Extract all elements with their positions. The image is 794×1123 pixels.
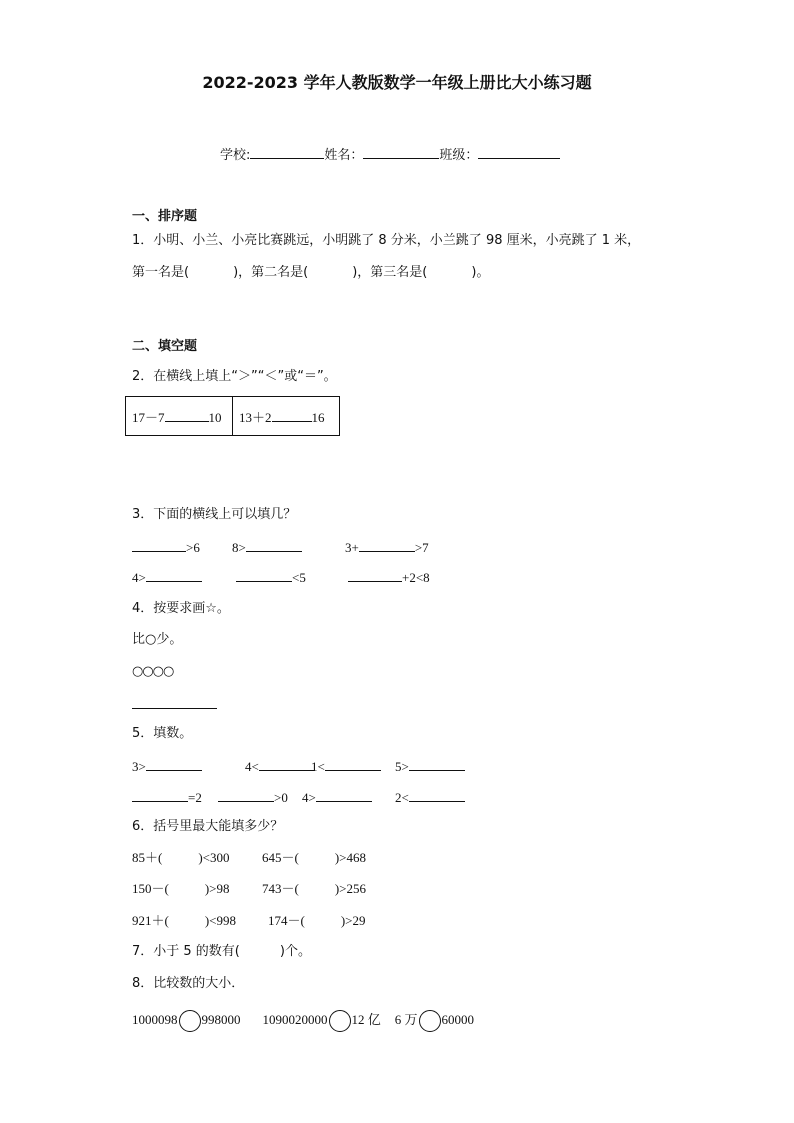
q3-text: 3+ [345, 540, 359, 555]
q6-item [262, 880, 366, 898]
q8-value: 998000 [201, 1012, 241, 1027]
cell-value: 16 [311, 409, 325, 425]
q6-item [262, 849, 366, 867]
q6-item [268, 912, 366, 930]
q5-text: 2< [395, 790, 409, 805]
q8-value: 12 亿 [351, 1012, 381, 1027]
answer-blank[interactable] [132, 788, 188, 802]
cell-value: 10 [208, 409, 222, 425]
q5-item [395, 757, 465, 776]
q3-item [232, 538, 302, 557]
q5-item [395, 788, 465, 807]
answer-blank[interactable] [236, 568, 292, 582]
q3-item [348, 568, 430, 587]
question-3-prompt: 3．下面的横线上可以填几？ [132, 507, 297, 522]
answer-blank[interactable] [132, 538, 186, 552]
q1-end-label: )。 [471, 265, 490, 280]
answer-blank[interactable] [359, 538, 415, 552]
q6-text: 743－( [262, 881, 299, 896]
circles-row: ○○○○ [132, 664, 174, 679]
school-blank[interactable] [250, 145, 324, 159]
answer-blank[interactable] [259, 757, 315, 771]
question-6-prompt: 6．括号里最大能填多少？ [132, 819, 284, 834]
q5-text: 4< [245, 759, 259, 774]
page-title: 2022-2023 学年人教版数学一年级上册比大小练习题 [202, 73, 592, 92]
q6-text: )>29 [340, 913, 366, 928]
school-label: 学校: [220, 148, 251, 163]
compare-circle[interactable] [329, 1010, 351, 1032]
q6-text: )>256 [334, 881, 367, 896]
answer-blank[interactable] [348, 568, 402, 582]
q3-item [132, 568, 202, 587]
q6-text: )<300 [198, 850, 230, 865]
q3-text: +2<8 [402, 570, 430, 585]
answer-blank[interactable] [218, 788, 274, 802]
question-7 [132, 943, 311, 961]
comparison-cell [233, 397, 340, 436]
q8-value: 1090020000 [262, 1012, 328, 1027]
comparison-table [125, 396, 340, 436]
question-8-prompt: 8．比较数的大小． [132, 976, 245, 991]
student-info-line [220, 145, 560, 165]
q8-comparisons [132, 1010, 474, 1032]
section-1-heading: 一、排序题 [132, 209, 198, 224]
q5-text: =2 [188, 790, 202, 805]
question-1-line-1: 1．小明、小兰、小亮比赛跳远，小明跳了 8 分米，小兰跳了 98 厘米，小亮跳了 1 米， [132, 233, 641, 248]
drawing-answer-line[interactable] [132, 708, 217, 709]
q3-text: 8> [232, 540, 246, 555]
q3-text: >7 [414, 540, 429, 555]
q3-item [345, 538, 429, 557]
q8-value: 60000 [441, 1012, 475, 1027]
q6-text: )<998 [204, 913, 237, 928]
cell-expression: 13＋2 [239, 409, 272, 425]
compare-circle[interactable] [419, 1010, 441, 1032]
answer-blank[interactable] [165, 408, 209, 422]
class-blank[interactable] [478, 145, 560, 159]
q5-text: 3> [132, 759, 146, 774]
q1-third-label: )，第三名是( [352, 265, 428, 280]
question-1-line-2 [132, 264, 489, 282]
compare-circle[interactable] [179, 1010, 201, 1032]
q3-text: >6 [186, 540, 200, 555]
question-2-prompt: 2．在横线上填上“＞”“＜”或“＝”。 [132, 369, 337, 384]
q5-item [132, 788, 202, 807]
q6-text: 85＋( [132, 850, 163, 865]
question-4-line-1: 比○少。 [132, 632, 183, 647]
q6-text: 921＋( [132, 913, 169, 928]
q6-item [132, 849, 230, 867]
q5-item [132, 757, 202, 776]
q6-text: 174－( [268, 913, 305, 928]
q6-text: 150－( [132, 881, 169, 896]
q5-text: 4> [302, 790, 316, 805]
q6-item [132, 912, 236, 930]
q7-text: )个。 [279, 944, 311, 959]
section-2-heading: 二、填空题 [132, 339, 198, 354]
q5-text: 1< [311, 759, 325, 774]
answer-blank[interactable] [272, 408, 312, 422]
answer-blank[interactable] [409, 757, 465, 771]
q3-item [132, 538, 200, 557]
answer-blank[interactable] [316, 788, 372, 802]
q5-text: 5> [395, 759, 409, 774]
answer-blank[interactable] [325, 757, 381, 771]
answer-blank[interactable] [146, 757, 202, 771]
q6-item [132, 880, 230, 898]
answer-blank[interactable] [246, 538, 302, 552]
q3-text: <5 [292, 570, 306, 585]
question-5-prompt: 5．填数。 [132, 726, 193, 741]
name-blank[interactable] [363, 145, 439, 159]
q8-value: 1000098 [132, 1012, 178, 1027]
answer-blank[interactable] [409, 788, 465, 802]
class-label: 班级： [439, 148, 479, 163]
q5-item [302, 788, 372, 807]
q6-text: 645－( [262, 850, 299, 865]
q3-item [236, 568, 306, 587]
q6-text: )>98 [204, 881, 230, 896]
question-4-prompt: 4．按要求画☆。 [132, 601, 230, 616]
q5-item [218, 788, 288, 807]
cell-expression: 17－7 [132, 409, 165, 425]
q3-text: 4> [132, 570, 146, 585]
q5-item [245, 757, 315, 776]
q7-text: 7．小于 5 的数有( [132, 944, 240, 959]
q8-value: 6 万 [394, 1012, 418, 1027]
name-label: 姓名： [324, 148, 364, 163]
q1-first-label: 第一名是( [132, 265, 190, 280]
q5-item [311, 757, 381, 776]
comparison-cell [126, 397, 233, 436]
q6-text: )>468 [334, 850, 367, 865]
q5-text: >0 [274, 790, 288, 805]
q1-second-label: )，第二名是( [233, 265, 309, 280]
answer-blank[interactable] [146, 568, 202, 582]
